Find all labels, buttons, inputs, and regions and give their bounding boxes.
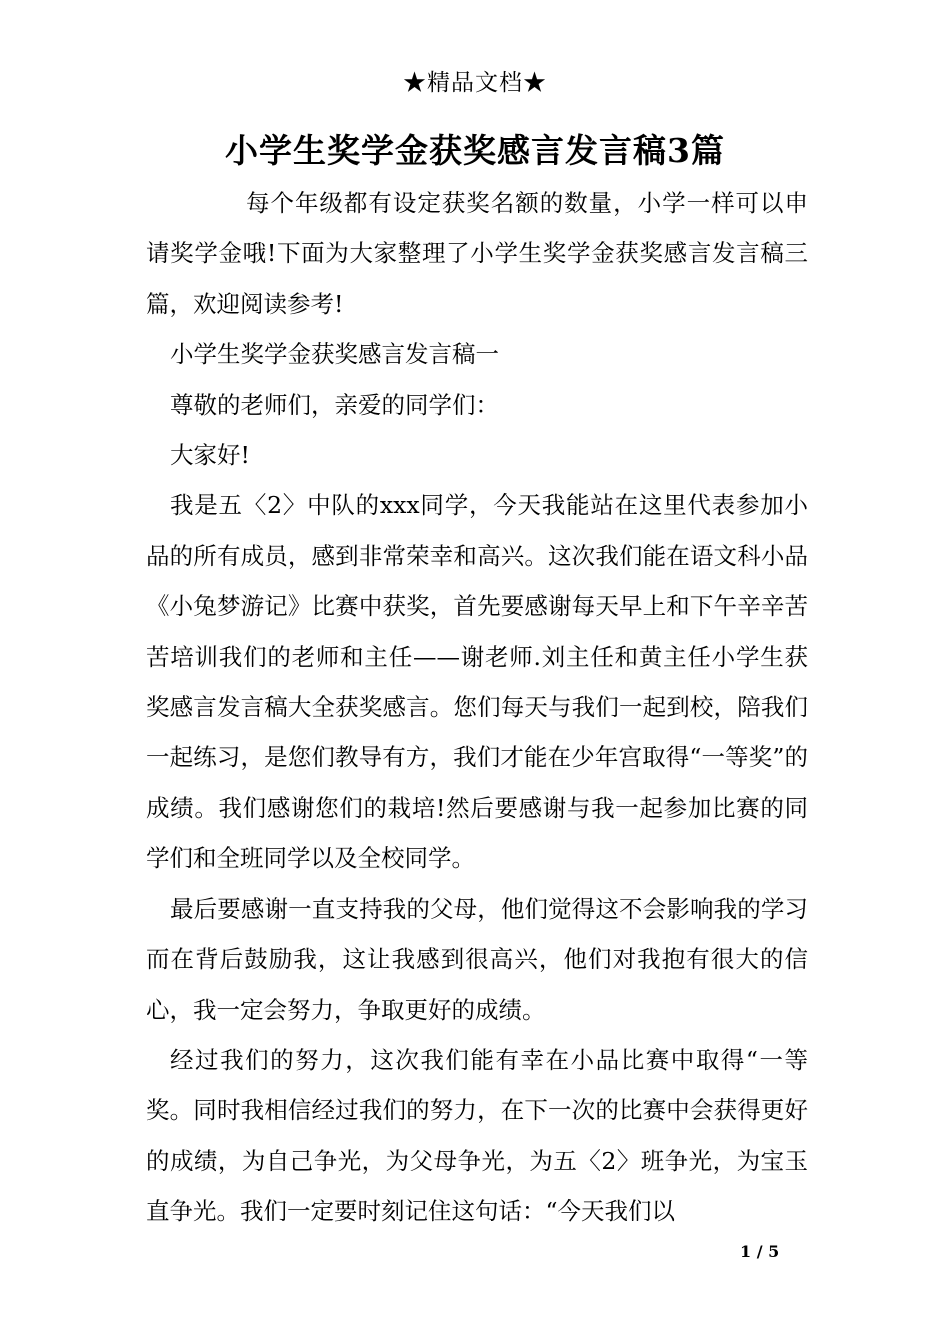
body-paragraph: 最后要感谢一直支持我的父母，他们觉得这不会影响我的学习而在背后鼓励我，这让我感到很高兴，他们对我抱有很大的信心，我一定会努力，争取更好的成绩。 xyxy=(146,894,808,1024)
greeting: 大家好! xyxy=(170,441,250,470)
document-title: 小学生奖学金获奖感言发言稿3篇 xyxy=(225,131,725,170)
page-number: 1 / 5 xyxy=(740,1242,780,1261)
salutation: 尊敬的老师们，亲爱的同学们： xyxy=(170,390,499,419)
section-heading: 小学生奖学金获奖感言发言稿一 xyxy=(170,340,499,369)
body-paragraph: 经过我们的努力，这次我们能有幸在小品比赛中取得“一等奖。同时我相信经过我们的努力，在下一次的比赛中会获得更好的成绩，为自己争光，为父母争光，为五〈2〉班争光，为宝玉直争光。我们一定要时刻记住这句话：“今天我们以 xyxy=(146,1045,808,1226)
page-header: ★精品文档★ xyxy=(403,70,547,96)
intro-paragraph: 每个年级都有设定获奖名额的数量，小学一样可以申请奖学金哦!下面为大家整理了小学生奖学金获奖感言发言稿三篇，欢迎阅读参考! xyxy=(146,189,808,318)
document-body xyxy=(146,178,808,1237)
body-paragraph: 我是五〈2〉中队的xxx同学，今天我能站在这里代表参加小品的所有成员，感到非常荣幸和高兴。这次我们能在语文科小品《小兔梦游记》比赛中获奖，首先要感谢每天早上和下午辛辛苦苦培训我们的老师和主任——谢老师.刘主任和黄主任小学生获奖感言发言稿大全获奖感言。您们每天与我们一起到校，陪我们一起练习，是您们教导有方，我们才能在少年宫取得“一等奖”的成绩。我们感谢您们的栽培!然后要感谢与我一起参加比赛的同学们和全班同学以及全校同学。 xyxy=(146,491,808,873)
